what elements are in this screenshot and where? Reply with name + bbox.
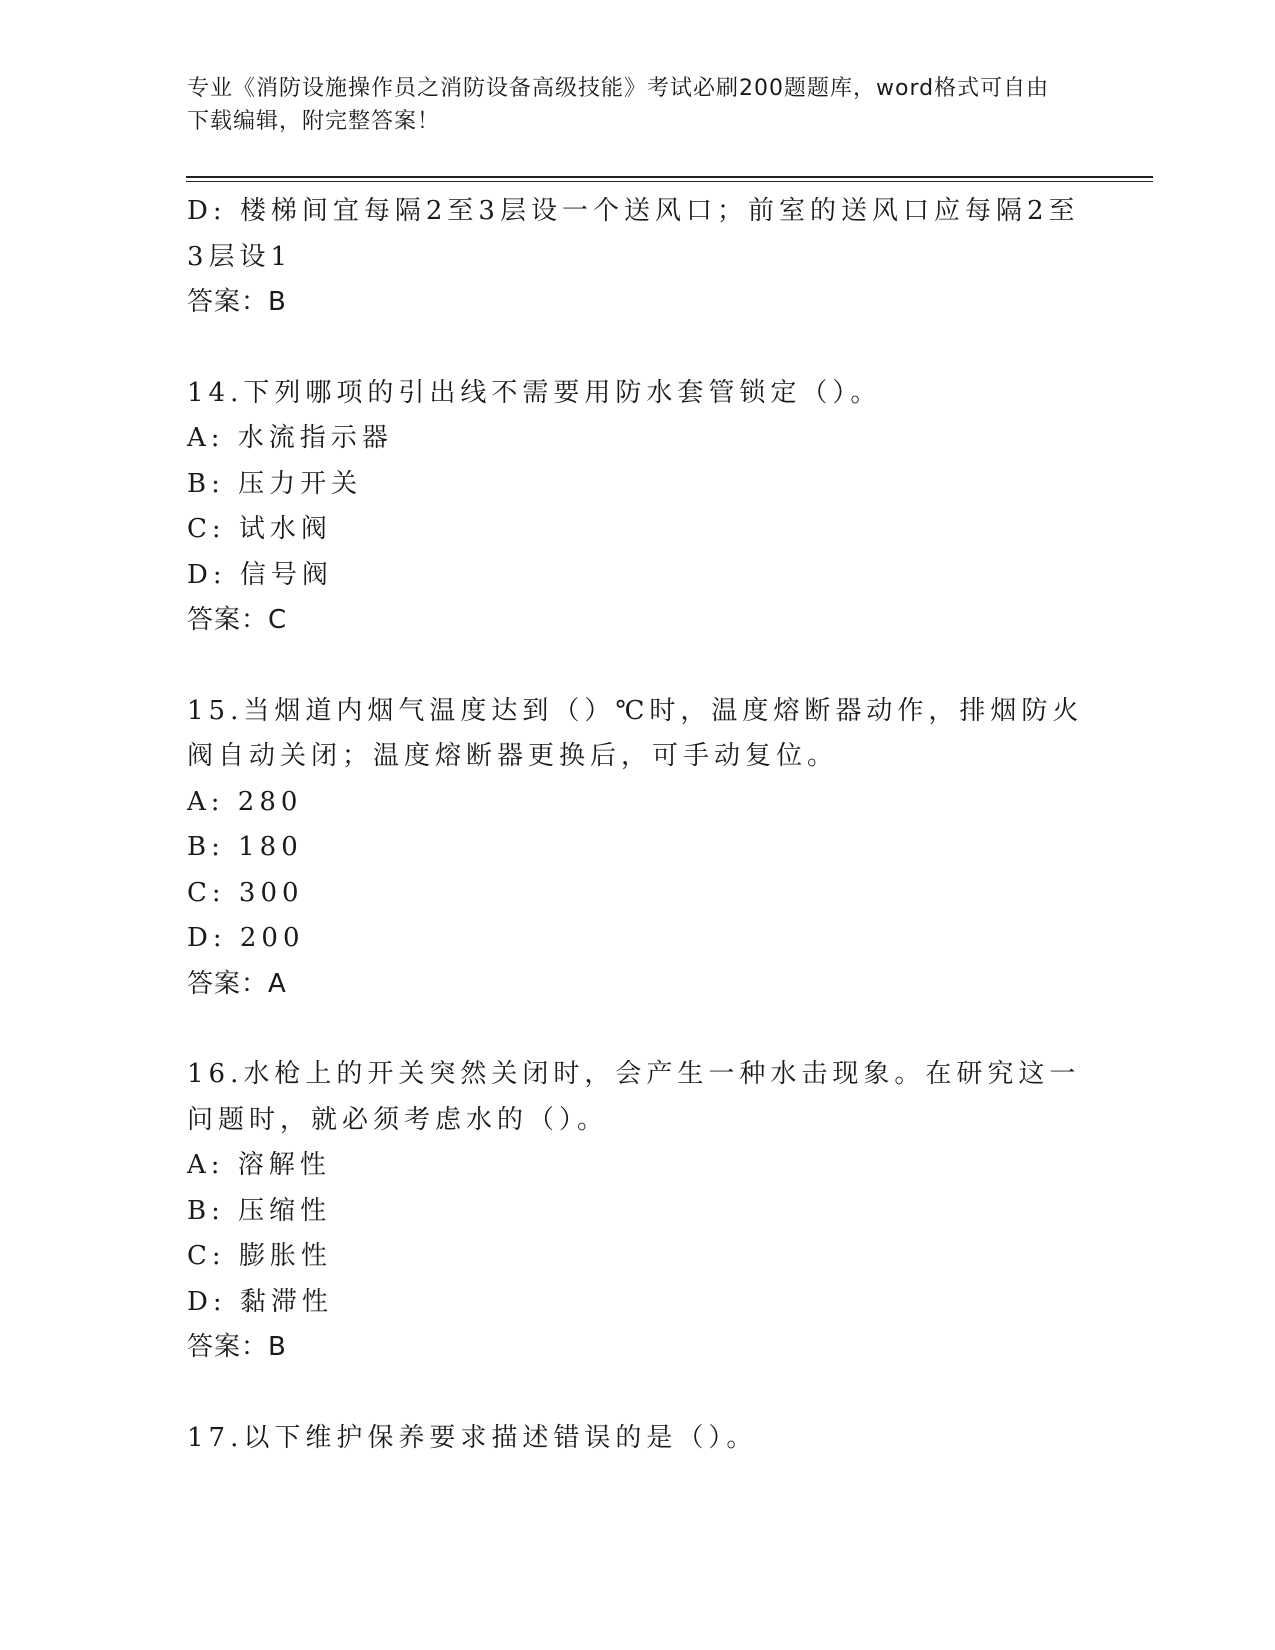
option-a: A: 溶解性 [187,1150,331,1180]
option-c: C: 膨胀性 [187,1241,332,1271]
question-block-13 [187,189,1087,326]
option-b: B: 180 [187,832,303,862]
option-b: B: 压力开关 [187,468,363,499]
question-text: 17.以下维护保养要求描述错误的是（）。 [187,1422,758,1453]
option-c: C: 300 [187,877,304,908]
question-list [187,189,1087,1461]
question-block-16 [187,1052,1087,1371]
option-d: D: 信号阀 [187,559,333,590]
answer-label: 答案：B [187,1332,287,1362]
answer-label: 答案：C [187,605,288,635]
option-d: D: 黏滞性 [187,1286,333,1317]
question-text: 15.当烟道内烟气温度达到（）℃时，温度熔断器动作，排烟防火阀自动关闭；温度熔断器更换后，可手动复位。 [187,695,1084,771]
question-block-17 [187,1416,1087,1462]
question-block-14 [187,371,1087,644]
option-a: A: 水流指示器 [187,423,393,453]
question-block-15 [187,689,1087,1008]
option-d: D: 200 [187,923,305,953]
question-text: 14.下列哪项的引出线不需要用防水套管锁定（）。 [187,377,882,408]
option-a: A: 280 [187,786,303,817]
header-rule-thin [186,181,1153,182]
option-d: D: 楼梯间宜每隔2至3层设一个送风口；前室的送风口应每隔2至3层设1 [187,196,1080,272]
option-c: C: 试水阀 [187,514,332,544]
question-text: 16.水枪上的开关突然关闭时，会产生一种水击现象。在研究这一问题时，就必须考虑水的（）。 [187,1059,1081,1135]
option-b: B: 压缩性 [187,1195,332,1226]
document-header: 专业《消防设施操作员之消防设备高级技能》考试必刷200题题库，word格式可自由下载编辑，附完整答案！ [187,76,1050,134]
answer-label: 答案：A [187,968,287,999]
answer-label: 答案：B [187,287,287,317]
header-rule-thick [186,176,1153,178]
